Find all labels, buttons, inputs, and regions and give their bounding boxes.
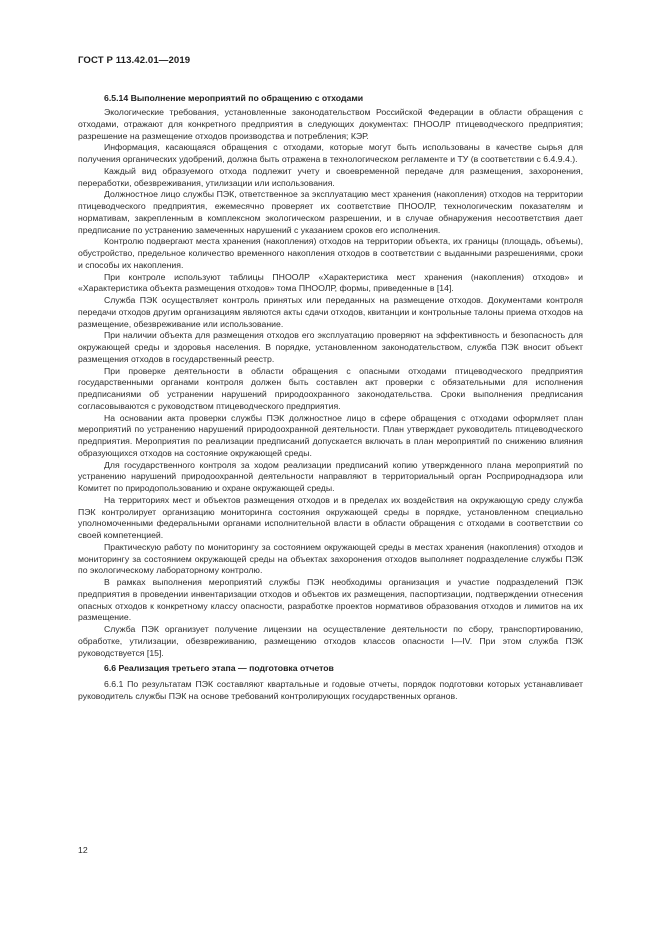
section-heading-6-6: 6.6 Реализация третьего этапа — подготовка отчетов <box>104 663 334 674</box>
section-heading-6-5-14: 6.5.14 Выполнение мероприятий по обращению с отходами <box>104 93 364 103</box>
paragraph: Практическую работу по мониторингу за состоянием окружающей среды в местах хранения (накопления) отходов и мониторингу за состоянием окружающей среды на объектах захоронения отходов выполняет подразделение службы ПЭК по экологическому лабораторному контролю. <box>78 541 583 576</box>
paragraph: При контроле используют таблицы ПНООЛР «Характеристика мест хранения (накопления) отходов» и «Характеристика объекта размещения отходов» тома ПНООЛР, формы, приведенные в [14]. <box>78 271 583 294</box>
paragraph: 6.6.1 По результатам ПЭК составляют квартальные и годовые отчеты, порядок подготовки которых устанавливает руководитель службы ПЭК на основе требований контролирующих государственных органов. <box>78 679 583 701</box>
paragraph: Должностное лицо службы ПЭК, ответственное за эксплуатацию мест хранения (накопления) отходов на территории птицеводческого предприятия, ежемесячно проверяет их соответствие ПНООЛР, технологическим показателям и нормативам, закрепленным в комплексном экологическом разрешении, и в случае обнаружения несоответствия дает предписание по устранению замеченных нарушений с указанием сроков его исполнения. <box>78 189 583 235</box>
paragraph: Для государственного контроля за ходом реализации предписаний копию утвержденного плана мероприятий по устранению нарушений природоохранной деятельности направляют в территориальный орган Росприроднадзора или Комитет по природопользованию и охране окружающей среды. <box>78 459 583 493</box>
paragraph: Служба ПЭК осуществляет контроль принятых или переданных на размещение отходов. Документами контроля передачи отходов другим организациям являются акты сдачи отходов, квитанции и контрольные талоны приема отходов на размещение, обезвреживание или использование. <box>78 295 583 329</box>
paragraph: Информация, касающаяся обращения с отходами, которые могут быть использованы в качестве сырья для получения органических удобрений, должна быть отражена в технологическом регламенте и ТУ (в соответствии с 6.4.9.4.). <box>78 142 583 164</box>
paragraph: При наличии объекта для размещения отходов его эксплуатацию проверяют на эффективность и безопасность для окружающей среды и здоровья населения. В порядке, установленном законодательством, служба ПЭК вносит объект размещения отходов в государственный реестр. <box>78 330 583 364</box>
standard-header: ГОСТ Р 113.42.01—2019 <box>78 55 191 66</box>
page-content <box>78 92 583 703</box>
paragraph: Экологические требования, установленные законодательством Российской Федерации в области обращения с отходами, отражают для конкретного предприятия в следующих документах: ПНООЛР птицеводческого предприятия; разрешение на размещение отходов производства и потребления; КЭР. <box>78 107 583 141</box>
paragraph: При проверке деятельности в области обращения с опасными отходами птицеводческого предприятия государственными органами контроля должен быть составлен акт проверки с обязательными для исполнения предписаниями об устранении нарушений природоохранного законодательства. Сроки выполнения предписания согласовываются с руководством птицеводческого предприятия. <box>78 365 583 411</box>
paragraph: На территориях мест и объектов размещения отходов и в пределах их воздействия на окружающую среду служба ПЭК контролирует организацию мониторинга состояния окружающей среды в порядке, установленном специально уполномоченными федеральными органами исполнительной власти в области обращения с отходами в соответствии со своей компетенцией. <box>78 494 583 540</box>
page-number: 12 <box>78 845 88 855</box>
paragraph: В рамках выполнения мероприятий службы ПЭК необходимы организация и участие подразделений ПЭК предприятия в проведении инвентаризации отходов и объектов их размещения, паспортизации, подтверждении отнесения опасных отходов к конкретному классу опасности, разработке проектов нормативов образования отходов и лимитов на их размещение. <box>78 577 583 623</box>
paragraph: Каждый вид образуемого отхода подлежит учету и своевременной передаче для размещения, захоронения, переработки, обезвреживания, утилизации или использования. <box>78 165 583 188</box>
paragraph: Служба ПЭК организует получение лицензии на осуществление деятельности по сбору, транспортированию, обработке, утилизации, обезвреживанию, размещению отходов классов опасности I—IV. При этом служба ПЭК руководствуется [15]. <box>78 624 583 658</box>
paragraph: На основании акта проверки службы ПЭК должностное лицо в сфере обращения с отходами оформляет план мероприятий по устранению нарушений природоохранной деятельности. План утверждает руководитель птицеводческого предприятия. Мероприятия по реализации предписаний допускается включать в план мероприятий по снижению влияния образующихся отходов на состояние окружающей среды. <box>78 412 583 458</box>
paragraph: Контролю подвергают места хранения (накопления) отходов на территории объекта, их границы (площадь, объемы), обустройство, предельное количество временного накопления отходов в соответствии с выданными разрешениями, сроки и способы их накопления. <box>78 236 583 270</box>
